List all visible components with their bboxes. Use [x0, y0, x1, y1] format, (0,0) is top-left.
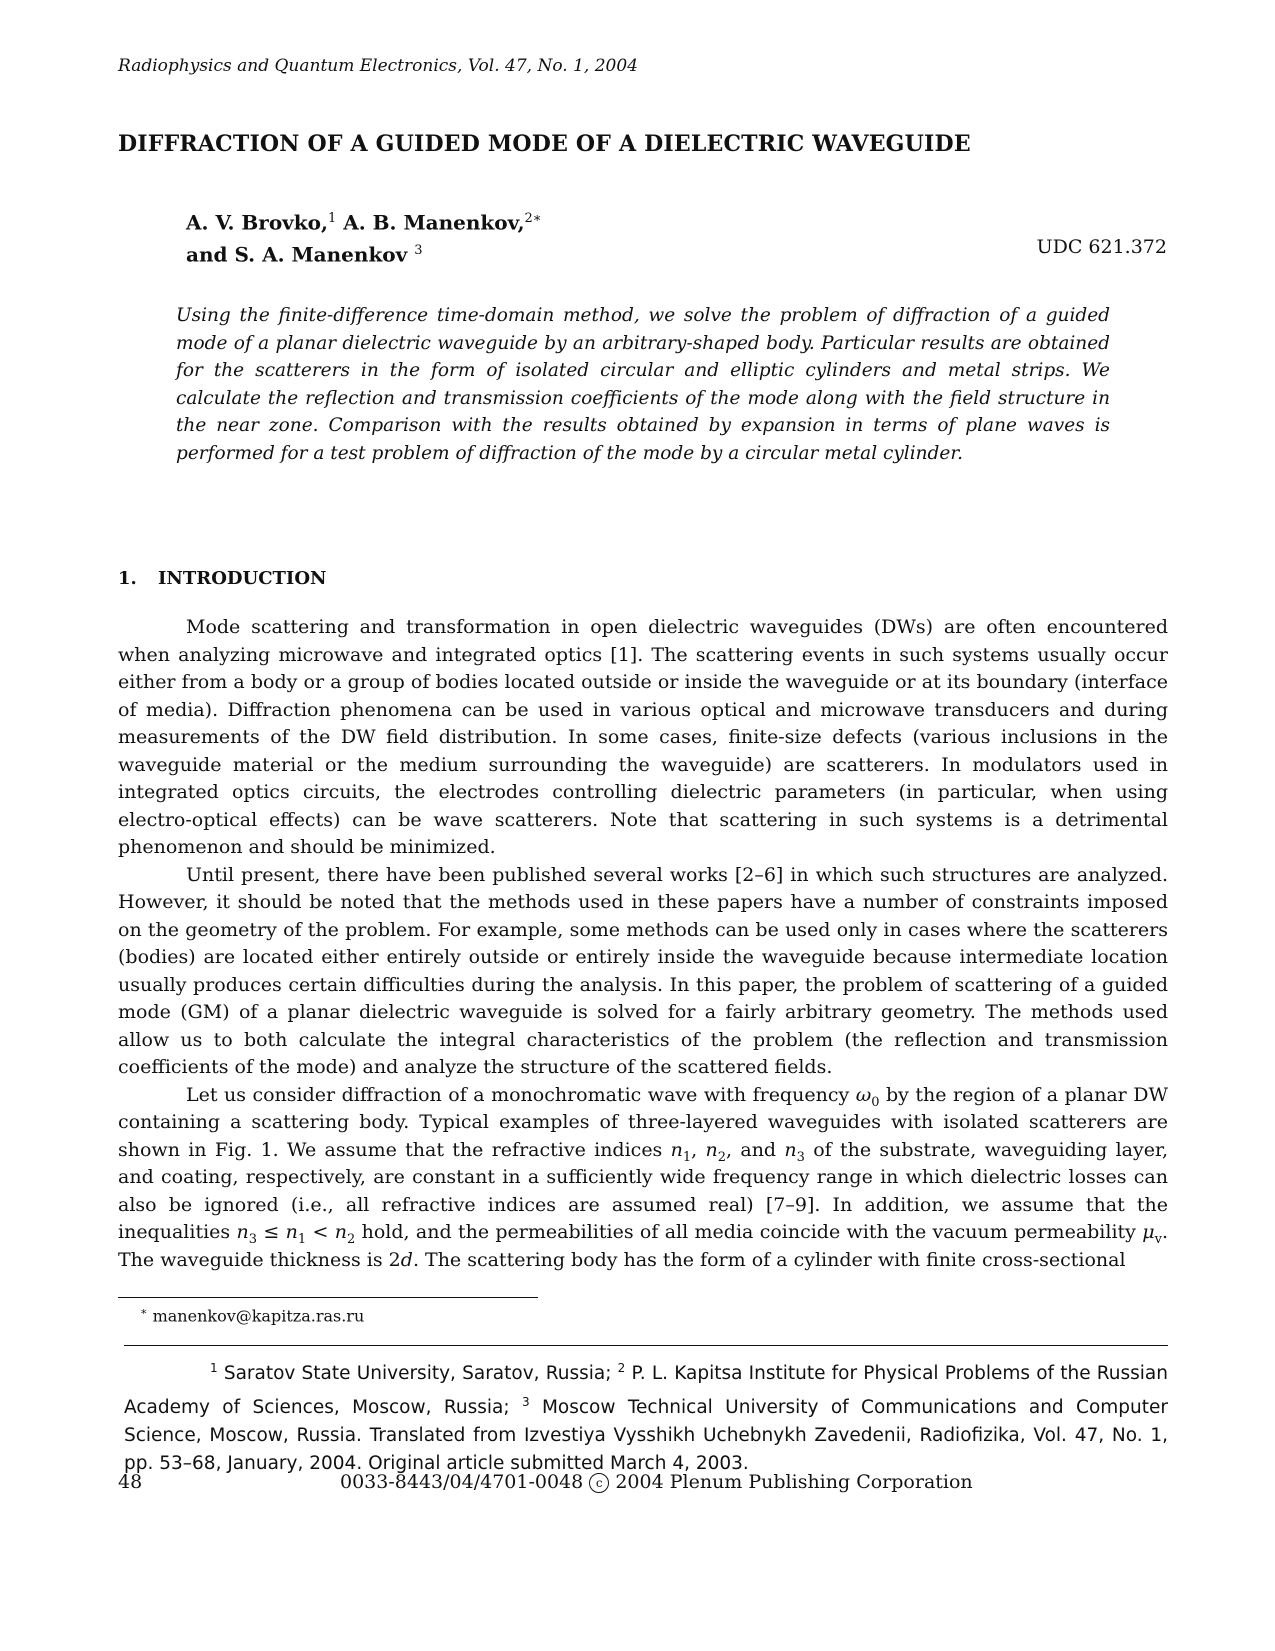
issn-code: 0033-8443/04/4701-0048: [340, 1471, 584, 1493]
copyright-icon: c: [589, 1473, 609, 1493]
affiliation-divider: [124, 1345, 1168, 1346]
footnote-divider: [118, 1297, 538, 1298]
journal-header: Radiophysics and Quantum Electronics, Vol. 47, No. 1, 2004: [118, 56, 638, 76]
paragraph: Let us consider diffraction of a monochromatic wave with frequency $\omega_0$ by the region of a planar DW containing a scattering body. Typical examples of three-layered waveguides with isolated scatterers are shown in Fig. 1. We assume that the refractive indices $n_1$, $n_2$, and $n_3$ of the substrate, waveguiding layer, and coating, respectively, are constant in a sufficiently wide frequency range in which dielectric losses can also be ignored (i.e., all refractive indices are assumed real) [7–9]. In addition, we assume that the inequalities $n_3 \le n_1 < n_2$ hold, and the permeabilities of all media coincide with the vacuum permeability $\mu_v$. The waveguide thickness is 2d. The scattering body has the form of a cylinder with finite cross-sectional: [118, 1083, 1169, 1271]
email-address: manenkov@kapitza.ras.ru: [152, 1306, 365, 1326]
affiliation-mark: 1: [327, 211, 337, 226]
affiliation-mark: 3: [414, 242, 423, 258]
copyright-line: [340, 1471, 973, 1493]
footnote-mark: ∗: [140, 1305, 148, 1318]
abstract: Using the finite-difference time-domain method, we solve the problem of diffraction of a guided mode of a planar dielectric waveguide by an arbitrary-shaped body. Particular results are obtained for the scatterers in the form of isolated circular and elliptic cylinders and metal strips. We calculate the reflection and transmission coefficients of the mode along with the field structure in the near zone. Comparison with the results obtained by expansion in terms of plane waves is performed for a test problem of diffraction of the mode by a circular metal cylinder.: [176, 305, 1110, 464]
section-title: INTRODUCTION: [158, 568, 327, 589]
paragraph: Until present, there have been published several works [2–6] in which such structures are analyzed. However, it should be noted that the methods used in these papers have a number of constraints imposed on the geometry of the problem. For example, some methods can be used only in cases where the scatterers (bodies) are located either entirely outside or entirely inside the waveguide because intermediate location usually produces certain difficulties during the analysis. In this paper, the problem of scattering of a guided mode (GM) of a planar dielectric waveguide is solved for a fairly arbitrary geometry. The methods used allow us to both calculate the integral characteristics of the problem (the reflection and transmission coefficients of the mode) and analyze the structure of the scattered fields.: [118, 863, 1168, 1078]
footnote-email: [140, 1305, 364, 1325]
affiliation-text: $^1$ Saratov State University, Saratov, Russia; $^2$ P. L. Kapitsa Institute for Physical Problems of the Russian Academy of Sciences, Moscow, Russia; $^3$ Moscow Technical University of Communications and Computer Science, Moscow, Russia. Translated from Izvestiya Vysshikh Uchebnykh Zavedenii, Radiofizika, Vol. 47, No. 1, pp. 53–68, January, 2004. Original article submitted March 4, 2003.: [124, 1361, 1169, 1475]
publisher: 2004 Plenum Publishing Corporation: [615, 1471, 973, 1493]
section-heading: [118, 568, 327, 589]
article-title: DIFFRACTION OF A GUIDED MODE OF A DIELECTRIC WAVEGUIDE: [118, 131, 971, 157]
author-line-1: [186, 205, 542, 237]
paragraph: Mode scattering and transformation in open dielectric waveguides (DWs) are often encountered when analyzing microwave and integrated optics [1]. The scattering events in such systems usually occur either from a body or a group of bodies located outside or inside the waveguide or at its boundary (interface of media). Diffraction phenomena can be used in various optical and microwave transducers and during measurements of the DW field distribution. In some cases, finite-size defects (various inclusions in the waveguide material or the medium surrounding the waveguide) are scatterers. In modulators used in integrated optics circuits, the electrodes controlling dielectric parameters (in particular, when using electro-optical effects) can be wave scatterers. Note that scattering in such systems is a detrimental phenomenon and should be minimized.: [118, 616, 1168, 858]
author-list: [186, 205, 542, 268]
author-manenkov-sa: and S. A. Manenkov: [186, 242, 408, 267]
body-text: [118, 614, 1168, 1274]
udc-code: UDC 621.372: [1036, 236, 1167, 258]
author-brovko: A. V. Brovko,: [186, 210, 328, 235]
author-manenkov-ab: A. B. Manenkov,: [343, 210, 525, 235]
page-number: 48: [118, 1471, 143, 1493]
section-number: 1.: [118, 568, 137, 589]
affiliations: [124, 1354, 1168, 1478]
author-line-2: [186, 237, 542, 269]
affiliation-mark: 2∗: [524, 211, 542, 226]
